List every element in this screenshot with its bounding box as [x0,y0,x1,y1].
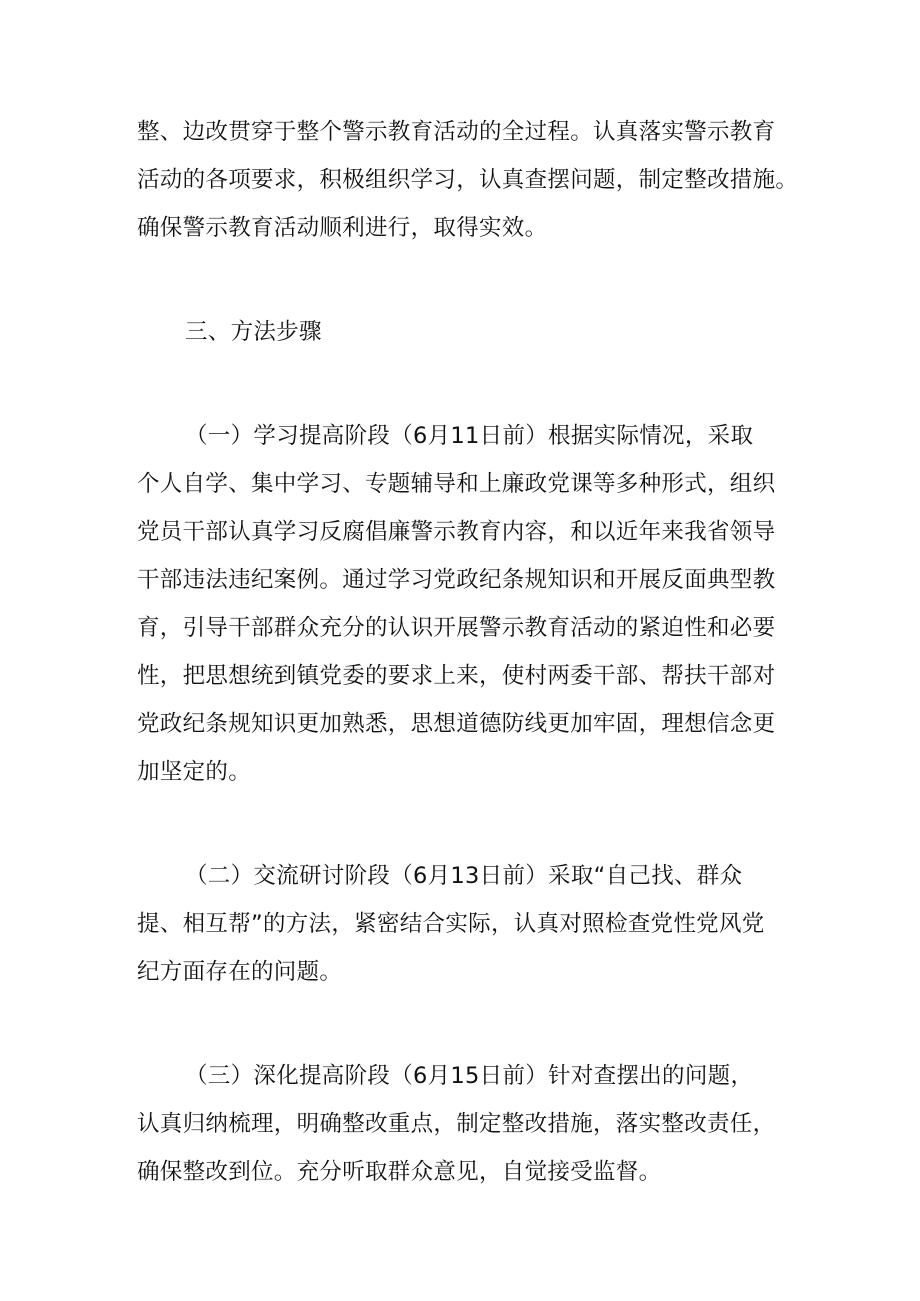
paragraph-step-3 [137,1052,797,1196]
text-line: （三）深化提高阶段（6月15日前）针对查摆出的问题， [185,1063,754,1089]
text-line: 确保整改到位。充分听取群众意见，自觉接受监督。 [137,1159,662,1185]
text-line: 干部违法违纪案例。通过学习党政纪条规知识和开展反面典型教 [137,567,776,593]
text-line: 性，把思想统到镇党委的要求上来，使村两委干部、帮扶干部对 [137,663,776,689]
text-line: 提、相互帮”的方法，紧密结合实际，认真对照检查党性党风党 [137,911,765,937]
text-line: 加坚定的。 [137,759,252,785]
text-line: 党员干部认真学习反腐倡廉警示教育内容，和以近年来我省领导 [137,519,776,545]
text-line: 党政纪条规知识更加熟悉，思想道德防线更加牢固，理想信念更 [137,711,776,737]
text-line: 个人自学、集中学习、专题辅导和上廉政党课等多种形式，组织 [137,471,776,497]
text-line: 育，引导干部群众充分的认识开展警示教育活动的紧迫性和必要 [137,615,776,641]
text-line: 纪方面存在的问题。 [137,959,343,985]
text-line: 整、边改贯穿于整个警示教育活动的全过程。认真落实警示教育 [137,119,776,145]
text-line: （二）交流研讨阶段（6月13日前）采取“自己找、群众 [185,863,743,889]
document-page [137,108,797,1252]
paragraph-step-1 [137,412,797,796]
text-line: 活动的各项要求，积极组织学习，认真查摆问题，制定整改措施。 [137,167,799,193]
text-line: 认真归纳梳理，明确整改重点，制定整改措施，落实整改责任， [137,1111,776,1137]
paragraph-step-2 [137,852,797,996]
paragraph-intro-continuation [137,108,797,252]
section-heading [137,308,797,356]
text-line: （一）学习提高阶段（6月11日前）根据实际情况，采取 [185,423,754,449]
heading-text: 三、方法步骤 [185,319,322,345]
text-line: 确保警示教育活动顺利进行，取得实效。 [137,215,548,241]
